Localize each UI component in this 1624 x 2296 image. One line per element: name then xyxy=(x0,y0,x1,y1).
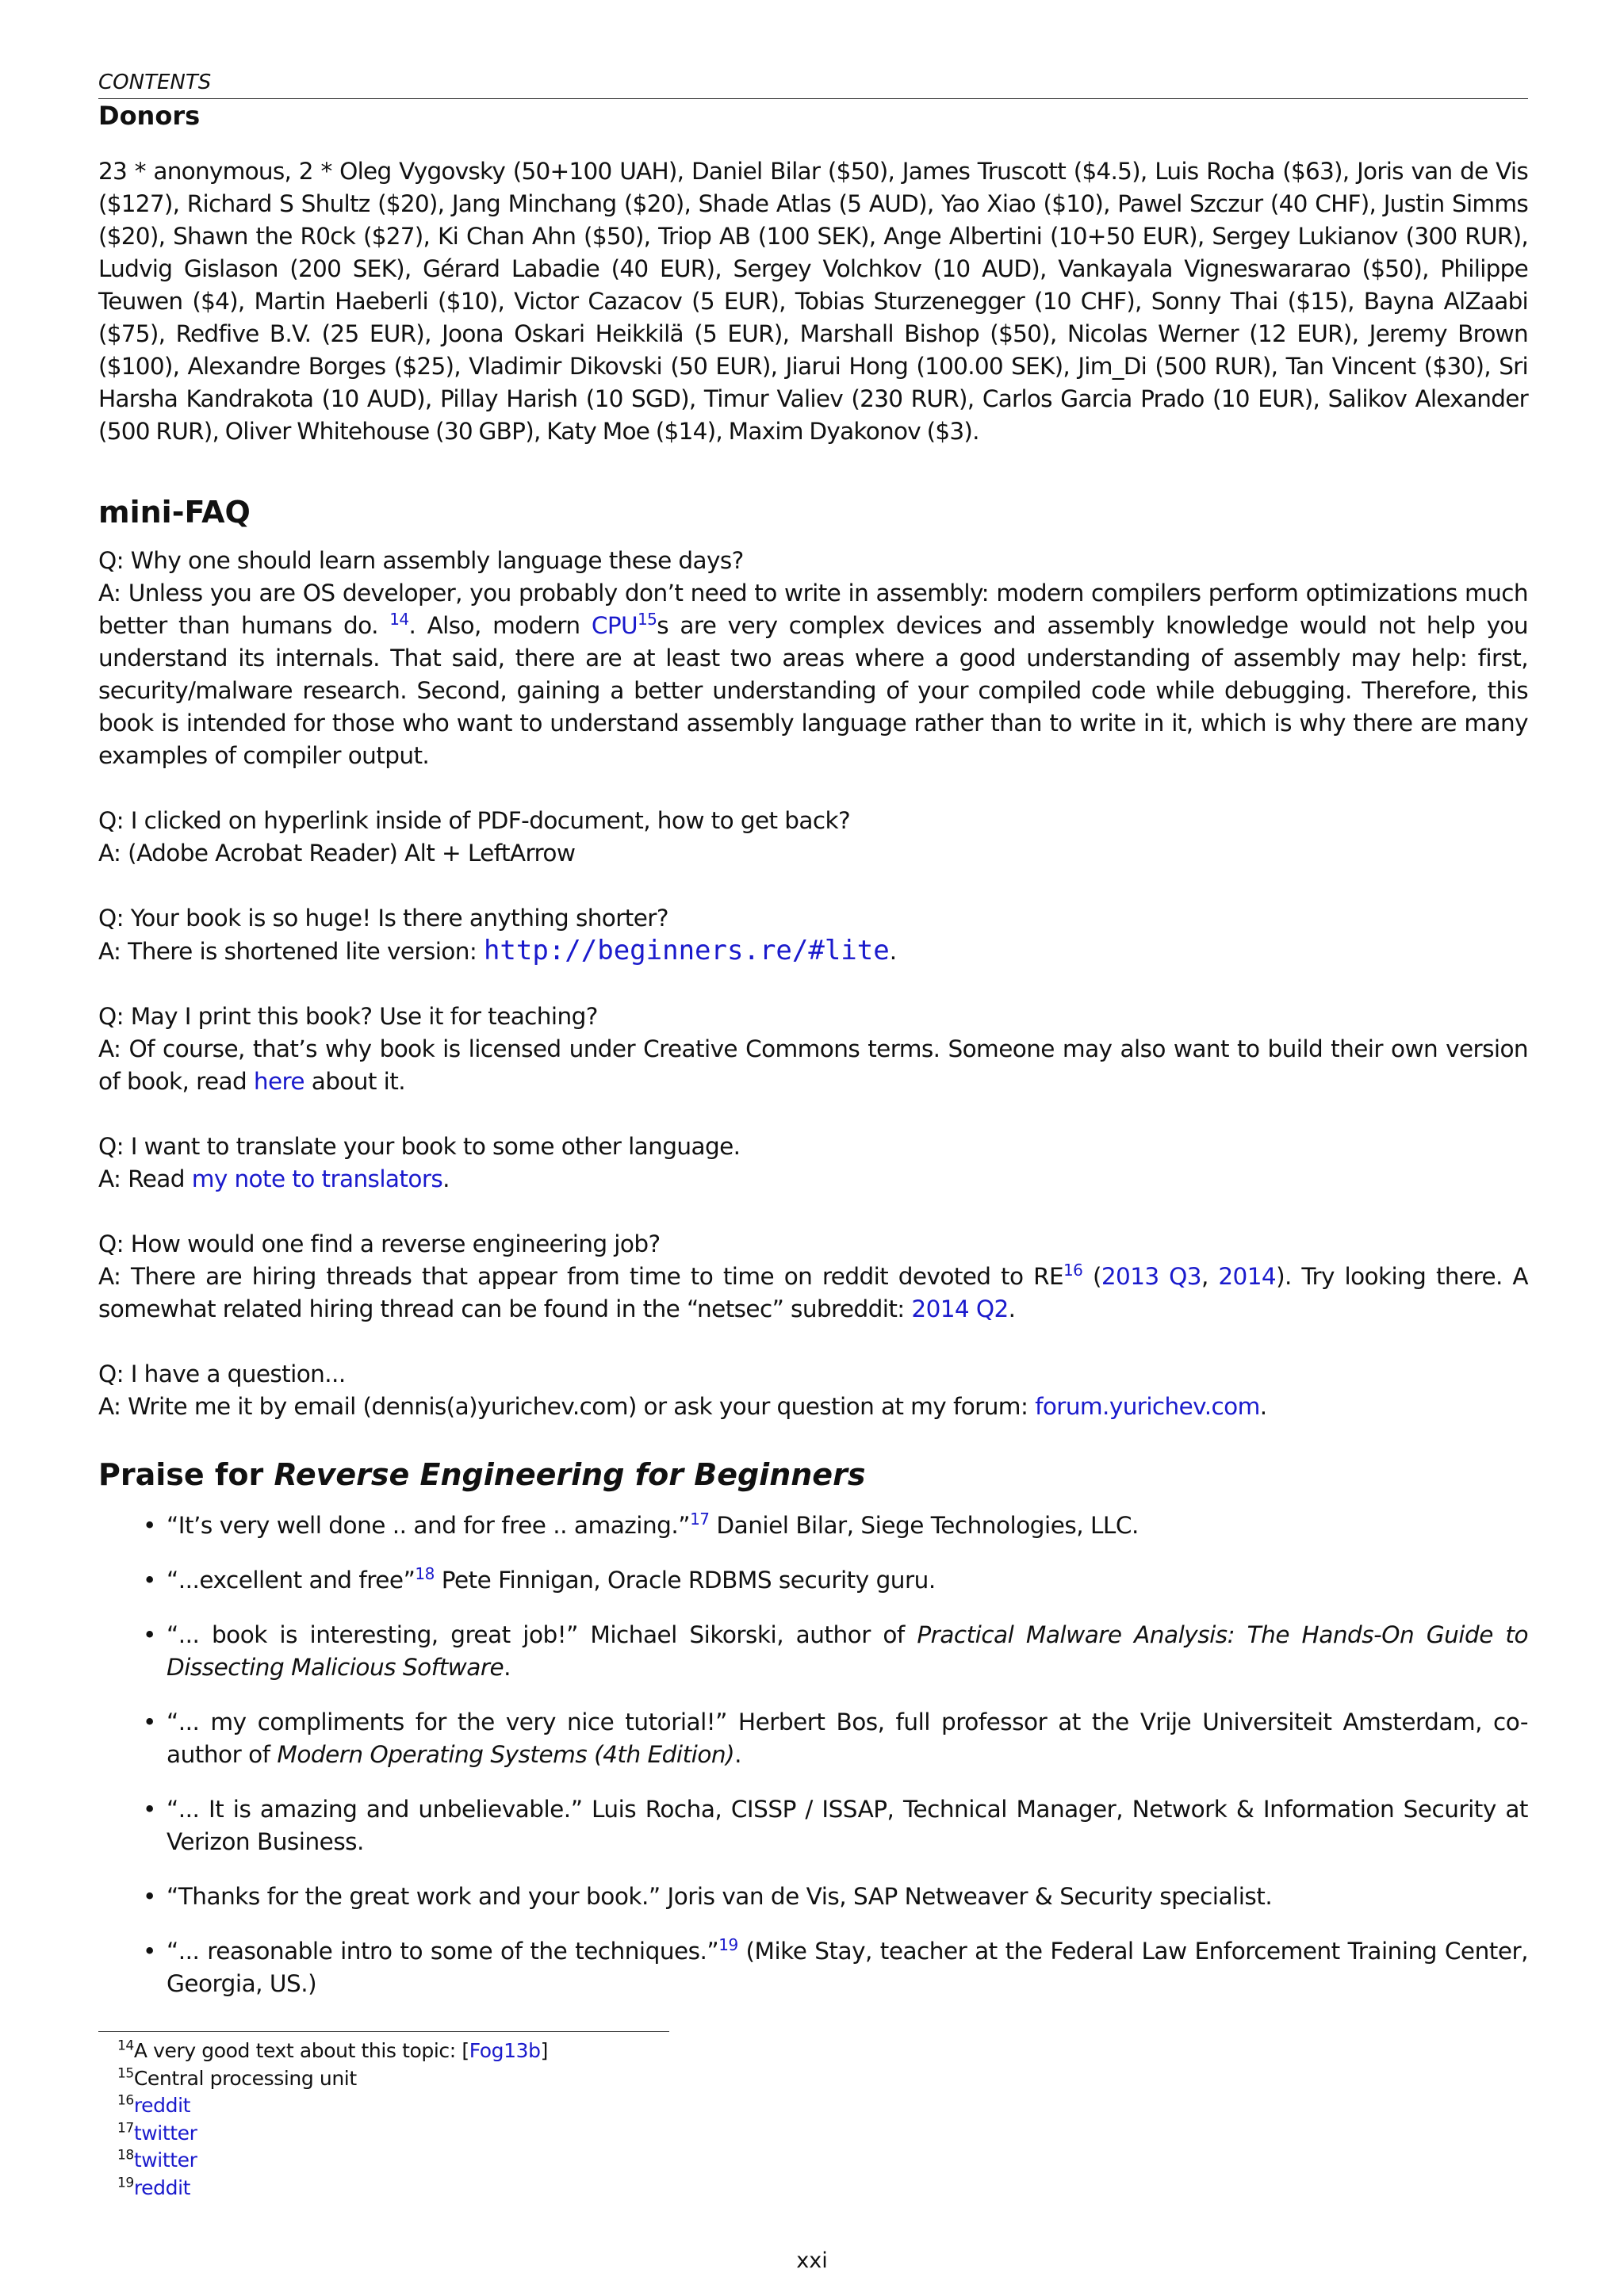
faq-question: Q: Why one should learn assembly language these days? xyxy=(98,547,744,574)
faq-answer: A: Unless you are OS developer, you probably don’t need to write in assembly: modern compilers perform optimizations much better than humans do. $^{14}$. Also, modern CPU$^{15}$s are very complex devices and assembly knowledge would not help you understand its internals. That said, there are at least two areas where a good understanding of assembly may help: first, security/malware research. Second, gaining a better understanding of your compiled code while debugging. Therefore, this book is intended for those who want to understand assembly language rather than to write in it, which is why there are many examples of compiler output. xyxy=(98,580,1528,769)
footnote-15: $^{15}$Central processing unit xyxy=(117,2065,357,2090)
praise-heading: Praise for Reverse Engineering for Beginners xyxy=(98,1457,866,1492)
praise-item: • “... my compliments for the very nice tutorial!” Herbert Bos, full professor at the Vrije Universiteit Amsterdam, co-author of Modern Operating Systems (4th Edition). xyxy=(98,1706,1528,1771)
donors-list: 23 * anonymous, 2 * Oleg Vygovsky (50+100 UAH), Daniel Bilar ($50), James Truscott ($4.5), Luis Rocha ($63), Joris van de Vis ($127), Richard S Shultz ($20), Jang Minchang ($20), Shade Atlas (5 AUD), Yao Xiao ($10), Pawel Szczur (40 CHF), Justin Simms ($20), Shawn the R0ck ($27), Ki Chan Ahn ($50), Triop AB (100 SEK), Ange Albertini (10+50 EUR), Sergey Lukianov (300 RUR), Ludvig Gislason (200 SEK), Gérard Labadie (40 EUR), Sergey Volchkov (10 AUD), Vankayala Vigneswararao ($50), Philippe Teuwen ($4), Martin Haeberli ($10), Victor Cazacov (5 EUR), Tobias Sturzenegger (10 CHF), Sonny Thai ($15), Bayna AlZaabi ($75), Redfive B.V. (25 EUR), Joona Oskari Heikkilä (5 EUR), Marshall Bishop ($50), Nicolas Werner (12 EUR), Jeremy Brown ($100), Alexandre Borges ($25), Vladimir Dikovski (50 EUR), Jiarui Hong (100.00 SEK), Jim_Di (500 RUR), Tan Vincent ($30), Sri Harsha Kandrakota (10 AUD), Pillay Harish (10 SGD), Timur Valiev (230 RUR), Carlos Garcia Prado (10 EUR), Salikov Alexander (500 RUR), Oliver Whitehouse (30 GBP), Katy Moe ($14), Maxim Dyakonov ($3). xyxy=(98,158,1528,445)
praise-item: • “...excellent and free”$^{18}$ Pete Finnigan, Oracle RDBMS security guru. xyxy=(98,1564,1528,1597)
footnote-ref-16[interactable]: 16 xyxy=(1063,1261,1083,1280)
faq-question: Q: I want to translate your book to some other language. xyxy=(98,1133,741,1160)
faq-item xyxy=(98,1001,1528,1098)
footnote-ref-17[interactable]: 17 xyxy=(690,1510,710,1529)
faq-answer: A: Read my note to translators. xyxy=(98,1165,450,1192)
faq-item xyxy=(98,545,1528,772)
footnote-rule xyxy=(98,2031,669,2032)
reddit-2013-q3-link[interactable]: 2013 Q3 xyxy=(1101,1263,1201,1290)
faq-answer: A: There is shortened lite version: http://beginners.re/#lite. xyxy=(98,935,897,966)
praise-item: • “... reasonable intro to some of the techniques.”$^{19}$ (Mike Stay, teacher at the Federal Law Enforcement Training Center, Georgia, US.) xyxy=(143,1935,1529,1997)
lite-version-link[interactable]: http://beginners.re/#lite xyxy=(483,935,890,966)
faq-item xyxy=(98,1131,1528,1196)
footnote-17: $^{17}$twitter xyxy=(117,2120,197,2145)
reddit-link[interactable]: reddit xyxy=(133,2094,191,2117)
faq-section xyxy=(98,545,1528,1423)
praise-list xyxy=(98,1510,1528,2000)
faq-question: Q: May I print this book? Use it for teaching? xyxy=(98,1003,598,1030)
faq-question: Q: I have a question... xyxy=(98,1360,346,1387)
faq-answer: A: Of course, that’s why book is licensed under Creative Commons terms. Someone may also want to build their own version of book, read here about it. xyxy=(98,1035,1528,1095)
translators-note-link[interactable]: my note to translators xyxy=(191,1165,443,1192)
praise-item: • “... book is interesting, great job!” Michael Sikorski, author of Practical Malware Analysis: The Hands-On Guide to Dissecting Malicious Software. xyxy=(98,1619,1528,1684)
praise-item: • “Thanks for the great work and your book.” Joris van de Vis, SAP Netweaver & Security specialist. xyxy=(98,1881,1528,1913)
footnote-19: $^{19}$reddit xyxy=(117,2175,191,2199)
footnote-ref-19[interactable]: 19 xyxy=(718,1935,738,1955)
faq-answer: A: There are hiring threads that appear from time to time on reddit devoted to RE$^{16}$ (2013 Q3, 2014). Try looking there. A somewhat related hiring thread can be found in the “netsec” subreddit: 2014 Q2. xyxy=(98,1261,1528,1322)
faq-answer: A: (Adobe Acrobat Reader) Alt + LeftArrow xyxy=(98,840,576,867)
footnote-14: $^{14}$A very good text about this topic: [Fog13b] xyxy=(117,2038,548,2062)
bullet-icon: • xyxy=(143,1938,156,1965)
faq-question: Q: I clicked on hyperlink inside of PDF-document, how to get back? xyxy=(98,807,851,834)
bullet-icon: • xyxy=(143,1883,156,1910)
faq-item xyxy=(98,1228,1528,1326)
footnote-ref-18[interactable]: 18 xyxy=(415,1564,435,1584)
cpu-glossary-link[interactable]: CPU xyxy=(591,612,638,639)
running-head: CONTENTS xyxy=(98,71,212,94)
donors-heading: Donors xyxy=(98,101,201,131)
page-number: xxi xyxy=(796,2248,828,2273)
twitter-link[interactable]: twitter xyxy=(133,2149,197,2172)
faq-question: Q: Your book is so huge! Is there anything shorter? xyxy=(98,905,668,932)
reddit-link[interactable]: reddit xyxy=(133,2175,191,2199)
footnote-18: $^{18}$twitter xyxy=(117,2147,197,2172)
page-content xyxy=(98,70,1528,2022)
bullet-icon: • xyxy=(143,1796,156,1823)
faq-answer: A: Write me it by email (dennis(a)yurichev.com) or ask your question at my forum: forum.yurichev.com. xyxy=(98,1393,1267,1420)
twitter-link[interactable]: twitter xyxy=(133,2121,197,2145)
faq-heading: mini-FAQ xyxy=(98,495,251,530)
faq-item xyxy=(98,1358,1528,1423)
faq-item xyxy=(98,805,1528,870)
faq-item xyxy=(98,902,1528,968)
reddit-2014-link[interactable]: 2014 xyxy=(1218,1263,1277,1290)
netsec-2014-q2-link[interactable]: 2014 Q2 xyxy=(911,1295,1009,1322)
bullet-icon: • xyxy=(143,1512,156,1539)
footnote-ref-14[interactable]: 14 xyxy=(389,610,409,629)
footnote-ref-15[interactable]: 15 xyxy=(638,610,657,629)
footnotes xyxy=(117,2038,548,2202)
bullet-icon: • xyxy=(143,1567,156,1594)
praise-item: • “It’s very well done .. and for free .. amazing.”$^{17}$ Daniel Bilar, Siege Technologies, LLC. xyxy=(98,1510,1528,1542)
footnote-16: $^{16}$reddit xyxy=(117,2092,191,2117)
bullet-icon: • xyxy=(143,1709,156,1735)
bullet-icon: • xyxy=(143,1621,156,1648)
faq-question: Q: How would one find a reverse engineering job? xyxy=(98,1230,661,1257)
forum-link[interactable]: forum.yurichev.com xyxy=(1035,1393,1260,1420)
praise-item: • “... It is amazing and unbelievable.” Luis Rocha, CISSP / ISSAP, Technical Manager, Network & Information Security at Verizon Business. xyxy=(98,1793,1528,1858)
fog13b-citation-link[interactable]: Fog13b xyxy=(469,2039,541,2062)
here-link[interactable]: here xyxy=(253,1068,304,1095)
